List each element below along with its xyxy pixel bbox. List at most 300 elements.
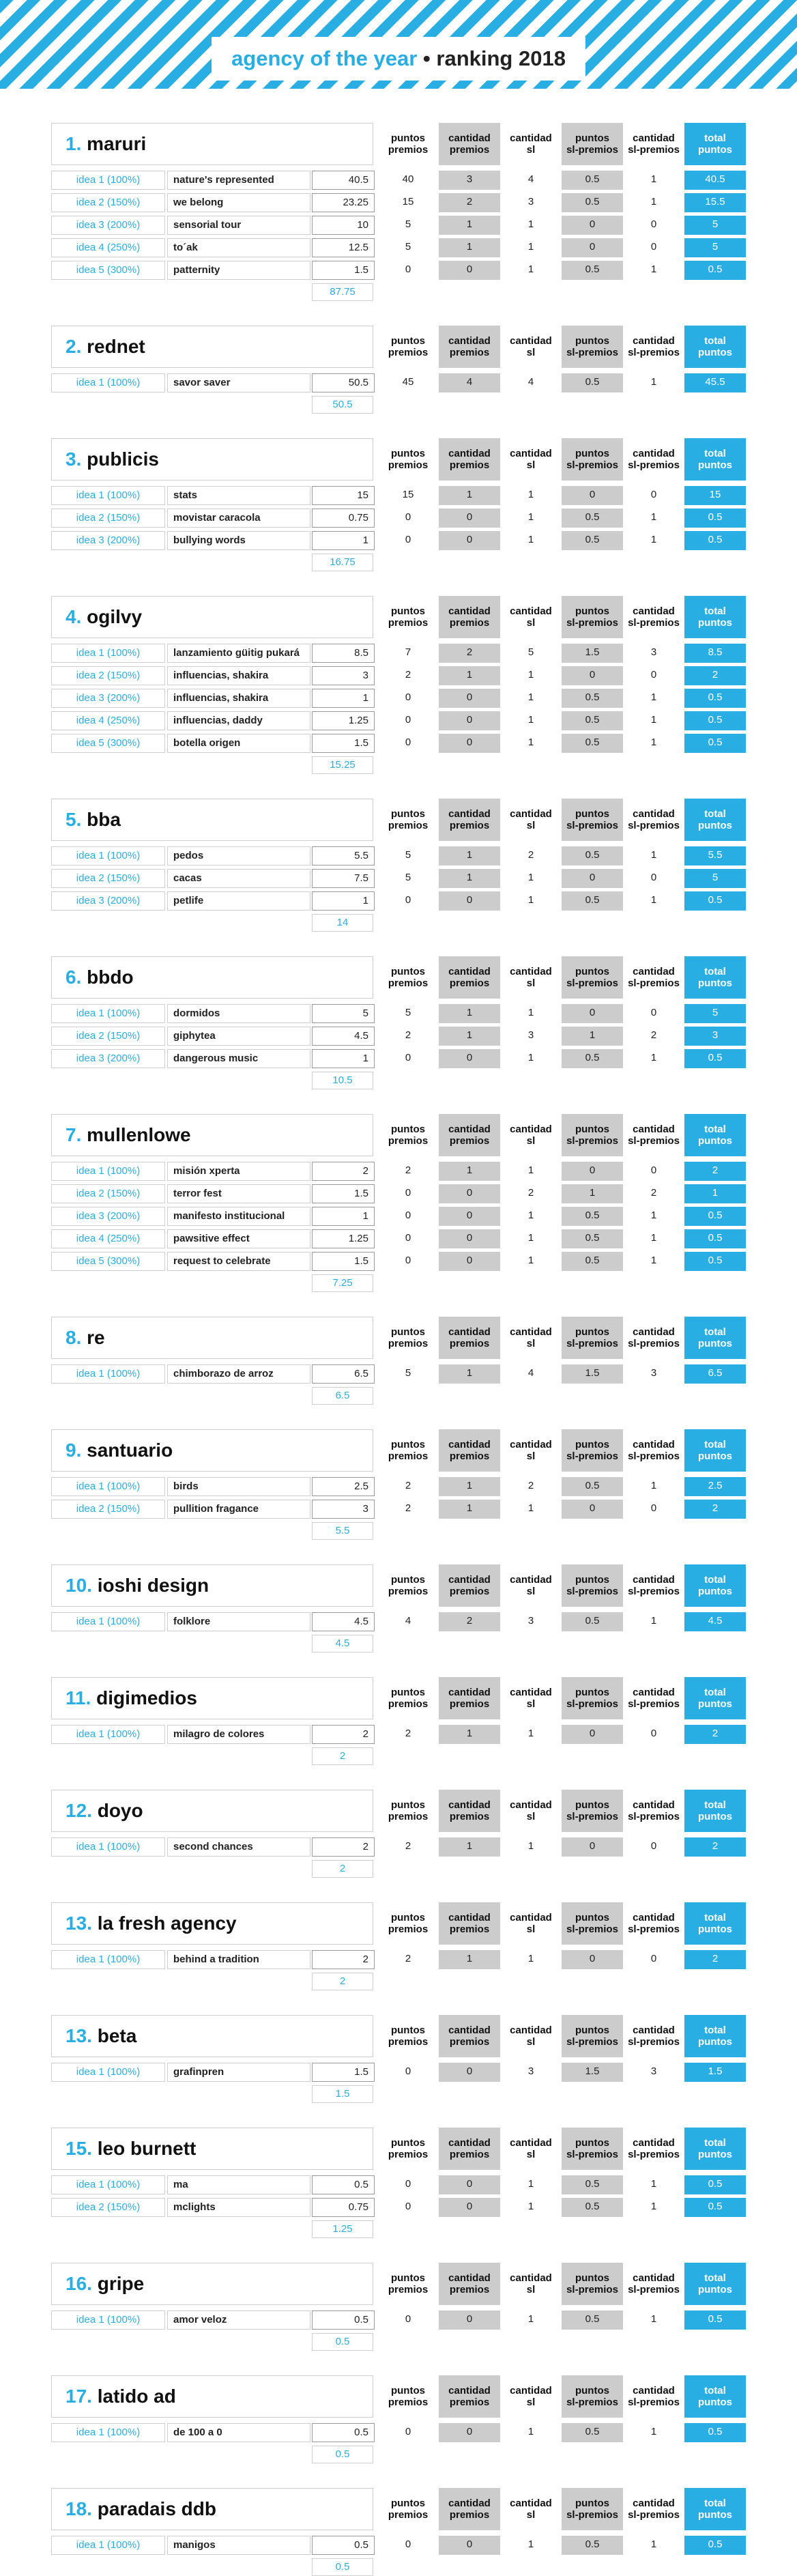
idea-row	[51, 891, 753, 911]
column-header	[562, 1902, 623, 1945]
column-header-line2: premios	[449, 2036, 490, 2048]
column-header-line1: puntos	[390, 2137, 425, 2149]
idea-row	[51, 193, 753, 212]
column-header-line2: puntos	[698, 1586, 732, 1597]
idea-row	[51, 644, 753, 663]
value-cell: 0	[405, 511, 411, 523]
value-cell: 1	[527, 534, 534, 545]
column-header-line1: puntos	[390, 2024, 425, 2036]
column-header	[684, 1677, 746, 1719]
value-cell: 0	[405, 2426, 411, 2437]
column-header-line1: cantidad	[510, 1124, 552, 1135]
agency-total-score: 0.5	[312, 2558, 373, 2576]
value-cell: 1	[650, 196, 657, 207]
value-cell: 0.5	[684, 1252, 746, 1271]
column-header-line2: premios	[449, 459, 490, 471]
column-header-line1: total	[704, 2272, 726, 2284]
value-cell: 0.5	[684, 1229, 746, 1248]
column-header	[684, 956, 746, 999]
agency-name: la fresh agency	[97, 1913, 237, 1934]
column-header-line1: cantidad	[448, 132, 491, 144]
column-header	[500, 326, 562, 368]
weighted-score: 10	[312, 216, 375, 235]
column-header-line2: sl-premios	[628, 1811, 680, 1822]
column-header	[623, 123, 684, 165]
column-header-line1: puntos	[390, 1574, 425, 1586]
column-header	[562, 956, 623, 999]
value-cell: 2	[405, 1728, 411, 1739]
column-header-line2: premios	[388, 1135, 429, 1147]
value-cell: 0.5	[684, 531, 746, 550]
value-cell: 0.5	[562, 1229, 623, 1248]
column-header	[377, 596, 439, 638]
value-cell: 0	[439, 711, 500, 730]
campaign-name: behind a tradition	[167, 1950, 310, 1969]
value-cell: 45.5	[684, 373, 746, 392]
column-header-line1: cantidad	[510, 1912, 552, 1923]
value-cell: 0	[439, 1207, 500, 1226]
column-header-line2: premios	[388, 1450, 429, 1462]
value-cell: 1	[650, 376, 657, 388]
idea-row	[51, 1837, 753, 1857]
column-header	[562, 799, 623, 841]
column-header	[439, 1902, 500, 1945]
column-header	[377, 123, 439, 165]
column-header	[562, 123, 623, 165]
value-cell: 0	[439, 531, 500, 550]
idea-label: idea 1 (100%)	[51, 171, 165, 190]
column-header-line2: premios	[449, 820, 490, 831]
column-header-line2: sl	[526, 1698, 536, 1710]
value-cell: 3	[527, 196, 534, 207]
column-header-line2: sl-premios	[566, 977, 618, 989]
value-cell: 1	[527, 1052, 534, 1063]
value-cell: 0	[562, 486, 623, 505]
column-header	[500, 2375, 562, 2418]
idea-row	[51, 869, 753, 888]
column-header-line1: cantidad	[633, 1574, 675, 1586]
column-header-line2: premios	[388, 459, 429, 471]
column-header-line1: total	[704, 2385, 726, 2396]
idea-label: idea 1 (100%)	[51, 1837, 165, 1857]
value-cell: 0	[439, 1229, 500, 1248]
idea-row	[51, 1004, 753, 1023]
agency-total-score: 6.5	[312, 1387, 373, 1405]
idea-label: idea 5 (300%)	[51, 261, 165, 280]
weighted-score: 1.5	[312, 734, 375, 753]
value-cell: 2	[405, 1953, 411, 1964]
value-cell: 2	[684, 1725, 746, 1744]
value-cell: 1	[439, 1725, 500, 1744]
column-header	[500, 123, 562, 165]
campaign-name: amor veloz	[167, 2310, 310, 2330]
value-cell: 2	[439, 193, 500, 212]
value-cell: 2	[439, 1612, 500, 1631]
column-header	[623, 2488, 684, 2530]
column-header-line2: puntos	[698, 2284, 732, 2295]
value-cell: 0.5	[562, 171, 623, 190]
column-header-line1: puntos	[390, 335, 425, 347]
value-cell: 0	[405, 691, 411, 703]
column-header-line1: cantidad	[510, 1439, 552, 1450]
agency-title	[51, 438, 373, 481]
agency-title	[51, 2128, 373, 2170]
title-highlight: agency of the year	[231, 46, 418, 70]
campaign-name: manigos	[167, 2536, 310, 2555]
idea-label: idea 1 (100%)	[51, 1950, 165, 1969]
agency-total-score: 15.25	[312, 756, 373, 774]
agency-name: beta	[97, 2025, 137, 2046]
value-cell: 3	[684, 1027, 746, 1046]
idea-label: idea 1 (100%)	[51, 1004, 165, 1023]
campaign-name: grafinpren	[167, 2063, 310, 2082]
idea-label: idea 1 (100%)	[51, 846, 165, 865]
column-header-line1: puntos	[575, 2137, 609, 2149]
column-header	[562, 1317, 623, 1359]
agency-title	[51, 799, 373, 841]
column-header-line1: cantidad	[510, 1574, 552, 1586]
agency-total-score: 50.5	[312, 396, 373, 414]
column-header-line1: puntos	[390, 1326, 425, 1338]
column-header-line1: cantidad	[510, 2498, 552, 2509]
column-header-line2: sl-premios	[566, 1923, 618, 1935]
column-header-line2: premios	[388, 1586, 429, 1597]
column-header-line1: cantidad	[510, 2272, 552, 2284]
column-header-line1: total	[704, 2498, 726, 2509]
weighted-score: 15	[312, 486, 375, 505]
value-cell: 2.5	[684, 1477, 746, 1496]
value-cell: 1	[527, 736, 534, 748]
column-header	[500, 1677, 562, 1719]
column-header	[500, 2488, 562, 2530]
column-header-line1: puntos	[575, 1326, 609, 1338]
weighted-score: 2	[312, 1162, 375, 1181]
column-header	[439, 2128, 500, 2170]
value-cell: 0.5	[684, 1049, 746, 1068]
idea-label: idea 1 (100%)	[51, 2536, 165, 2555]
column-header-line2: puntos	[698, 347, 732, 358]
agency-total-score: 2	[312, 1860, 373, 1878]
column-header-line2: sl-premios	[566, 347, 618, 358]
column-header	[439, 326, 500, 368]
value-cell: 1	[439, 1364, 500, 1384]
column-header-line2: puntos	[698, 1450, 732, 1462]
column-header	[439, 799, 500, 841]
value-cell: 3	[439, 171, 500, 190]
weighted-score: 8.5	[312, 644, 375, 663]
column-header	[500, 1429, 562, 1472]
idea-row	[51, 2423, 753, 2442]
agency-rank: 10.	[66, 1575, 92, 1596]
column-header	[377, 2375, 439, 2418]
column-header-line1: cantidad	[510, 132, 552, 144]
value-cell: 1	[650, 1255, 657, 1266]
column-header-line2: sl-premios	[628, 2149, 680, 2160]
column-header-line1: cantidad	[448, 2498, 491, 2509]
value-cell: 1	[650, 2538, 657, 2550]
weighted-score: 40.5	[312, 171, 375, 190]
agency-total-score: 0.5	[312, 2333, 373, 2351]
value-cell: 0.5	[562, 1049, 623, 1068]
weighted-score: 1	[312, 1207, 375, 1226]
column-header-line1: total	[704, 1687, 726, 1698]
value-cell: 5	[405, 241, 411, 253]
value-cell: 1	[439, 1950, 500, 1969]
campaign-name: misión xperta	[167, 1162, 310, 1181]
agency-name: bbdo	[87, 967, 134, 988]
value-cell: 0.5	[562, 2536, 623, 2555]
value-cell: 45	[402, 376, 414, 388]
value-cell: 40.5	[684, 171, 746, 190]
value-cell: 0	[405, 2065, 411, 2077]
agency-name: publicis	[87, 448, 159, 470]
idea-label: idea 4 (250%)	[51, 238, 165, 257]
value-cell: 1	[527, 2538, 534, 2550]
idea-label: idea 5 (300%)	[51, 734, 165, 753]
campaign-name: dangerous music	[167, 1049, 310, 1068]
value-cell: 0.5	[562, 1207, 623, 1226]
column-header-line2: sl	[526, 1338, 536, 1349]
value-cell: 0	[439, 2310, 500, 2330]
idea-label: idea 1 (100%)	[51, 644, 165, 663]
value-cell: 1	[527, 1840, 534, 1852]
column-header-line2: sl-premios	[628, 2284, 680, 2295]
agency-name: ogilvy	[87, 606, 143, 627]
value-cell: 1	[527, 894, 534, 906]
value-cell: 0.5	[684, 261, 746, 280]
column-header-line2: sl-premios	[628, 1698, 680, 1710]
agency-rank: 2.	[66, 336, 82, 357]
column-header-line2: sl-premios	[628, 2036, 680, 2048]
column-header	[439, 1564, 500, 1607]
column-header-line2: puntos	[698, 617, 732, 629]
column-header-line1: puntos	[575, 605, 609, 617]
column-header-line1: puntos	[390, 2498, 425, 2509]
value-cell: 0	[439, 2175, 500, 2194]
value-cell: 1	[527, 1953, 534, 1964]
column-header	[377, 2263, 439, 2305]
column-header-line1: cantidad	[633, 1439, 675, 1450]
column-header-line1: puntos	[575, 335, 609, 347]
column-header	[500, 1564, 562, 1607]
column-header-line1: total	[704, 1124, 726, 1135]
column-header	[623, 799, 684, 841]
column-header-line2: premios	[388, 1698, 429, 1710]
value-cell: 1	[527, 2178, 534, 2190]
idea-row	[51, 1229, 753, 1248]
column-header	[562, 2015, 623, 2057]
idea-row	[51, 1612, 753, 1631]
idea-row	[51, 2310, 753, 2330]
column-header-line1: cantidad	[510, 1799, 552, 1811]
agency-rank: 11.	[66, 1687, 91, 1708]
value-cell: 1	[650, 714, 657, 726]
column-header	[377, 2128, 439, 2170]
agency-rank: 7.	[66, 1124, 82, 1145]
agency-title	[51, 1564, 373, 1607]
idea-row	[51, 1500, 753, 1519]
idea-label: idea 2 (150%)	[51, 666, 165, 685]
idea-row	[51, 509, 753, 528]
value-cell: 40	[402, 173, 414, 185]
value-cell: 0	[405, 2313, 411, 2325]
value-cell: 1	[439, 1027, 500, 1046]
value-cell: 0	[439, 2423, 500, 2442]
campaign-name: second chances	[167, 1837, 310, 1857]
column-header-line1: puntos	[575, 808, 609, 820]
column-header-line2: puntos	[698, 1338, 732, 1349]
column-header-line2: premios	[449, 1586, 490, 1597]
value-cell: 1	[439, 846, 500, 865]
column-header	[623, 1429, 684, 1472]
campaign-name: to´ak	[167, 238, 310, 257]
idea-label: idea 1 (100%)	[51, 2310, 165, 2330]
value-cell: 0	[562, 869, 623, 888]
value-cell: 1	[439, 1837, 500, 1857]
column-header-line2: premios	[388, 1923, 429, 1935]
column-header	[377, 2488, 439, 2530]
value-cell: 0	[439, 261, 500, 280]
idea-label: idea 2 (150%)	[51, 1184, 165, 1203]
column-header-line1: puntos	[390, 448, 425, 459]
column-header	[377, 799, 439, 841]
column-header-line2: sl-premios	[628, 144, 680, 156]
value-cell: 1	[527, 2201, 534, 2212]
value-cell: 1	[527, 218, 534, 230]
column-header	[439, 1677, 500, 1719]
agency-total-score: 7.25	[312, 1274, 373, 1292]
value-cell: 5	[684, 216, 746, 235]
value-cell: 0	[650, 1953, 657, 1964]
column-header	[439, 2375, 500, 2418]
agency-rank: 13.	[66, 1913, 92, 1934]
column-header-line2: sl-premios	[566, 1135, 618, 1147]
column-header	[500, 1902, 562, 1945]
campaign-name: sensorial tour	[167, 216, 310, 235]
value-cell: 1	[439, 238, 500, 257]
value-cell: 5	[684, 238, 746, 257]
column-header-line2: sl-premios	[628, 2396, 680, 2408]
idea-row	[51, 1049, 753, 1068]
idea-label: idea 2 (150%)	[51, 1500, 165, 1519]
column-header-line1: cantidad	[633, 2024, 675, 2036]
value-cell: 8.5	[684, 644, 746, 663]
idea-label: idea 3 (200%)	[51, 216, 165, 235]
value-cell: 1	[650, 1232, 657, 1244]
column-header-line1: puntos	[575, 448, 609, 459]
weighted-score: 4.5	[312, 1027, 375, 1046]
value-cell: 4	[405, 1615, 411, 1627]
weighted-score: 0.5	[312, 2423, 375, 2442]
value-cell: 0	[439, 1049, 500, 1068]
column-header-line2: premios	[388, 2036, 429, 2048]
column-header-line2: premios	[449, 1135, 490, 1147]
column-header-line2: premios	[388, 144, 429, 156]
value-cell: 0	[405, 1052, 411, 1063]
column-header-line1: total	[704, 1574, 726, 1586]
campaign-name: pedos	[167, 846, 310, 865]
value-cell: 1	[439, 486, 500, 505]
value-cell: 0	[562, 666, 623, 685]
column-header-line2: sl	[526, 1586, 536, 1597]
agency-rank: 16.	[66, 2273, 92, 2294]
campaign-name: we belong	[167, 193, 310, 212]
value-cell: 1	[650, 1052, 657, 1063]
value-cell: 0	[562, 1837, 623, 1857]
column-header	[500, 1114, 562, 1156]
value-cell: 0	[405, 714, 411, 726]
value-cell: 2	[405, 1480, 411, 1491]
value-cell: 1	[439, 216, 500, 235]
value-cell: 0.5	[562, 2310, 623, 2330]
value-cell: 2	[527, 1480, 534, 1491]
weighted-score: 1	[312, 689, 375, 708]
column-header-line1: puntos	[575, 966, 609, 977]
column-header	[684, 2128, 746, 2170]
agency-rank: 3.	[66, 448, 82, 470]
column-header	[684, 1429, 746, 1472]
column-header-line2: puntos	[698, 2509, 732, 2521]
value-cell: 1	[527, 241, 534, 253]
column-header-line2: sl	[526, 144, 536, 156]
column-header-line2: premios	[388, 347, 429, 358]
column-header-line1: total	[704, 1799, 726, 1811]
idea-label: idea 1 (100%)	[51, 486, 165, 505]
column-header-line2: puntos	[698, 1923, 732, 1935]
column-header-line2: sl-premios	[628, 459, 680, 471]
value-cell: 1	[527, 1007, 534, 1018]
agency-title	[51, 123, 373, 165]
value-cell: 1	[650, 1210, 657, 1221]
agency-rank: 8.	[66, 1327, 82, 1348]
column-header-line1: cantidad	[633, 2137, 675, 2149]
value-cell: 2	[439, 644, 500, 663]
value-cell: 0	[405, 2201, 411, 2212]
agency-name: latido ad	[97, 2386, 176, 2407]
column-header	[500, 438, 562, 481]
value-cell: 1.5	[562, 2063, 623, 2082]
column-header-line2: sl-premios	[628, 1338, 680, 1349]
column-header	[623, 2015, 684, 2057]
value-cell: 6.5	[684, 1364, 746, 1384]
idea-row	[51, 689, 753, 708]
value-cell: 1	[527, 2426, 534, 2437]
column-header	[623, 956, 684, 999]
value-cell: 2	[684, 1500, 746, 1519]
value-cell: 2	[405, 1840, 411, 1852]
column-header-line2: sl	[526, 459, 536, 471]
value-cell: 0.5	[562, 891, 623, 911]
value-cell: 0.5	[562, 1612, 623, 1631]
column-header-line1: puntos	[575, 2498, 609, 2509]
value-cell: 15	[402, 196, 414, 207]
weighted-score: 0.5	[312, 2175, 375, 2194]
column-header-line2: sl-premios	[566, 2509, 618, 2521]
column-header-line2: puntos	[698, 2149, 732, 2160]
column-header-line1: total	[704, 1439, 726, 1450]
column-header	[623, 2375, 684, 2418]
value-cell: 0.5	[684, 2536, 746, 2555]
agency-rank: 15.	[66, 2138, 92, 2159]
campaign-name: giphytea	[167, 1027, 310, 1046]
column-header-line1: cantidad	[633, 808, 675, 820]
column-header-line2: sl	[526, 1923, 536, 1935]
column-header	[439, 1790, 500, 1832]
column-header-line1: cantidad	[448, 1687, 491, 1698]
column-header-line2: sl-premios	[566, 1586, 618, 1597]
idea-label: idea 3 (200%)	[51, 531, 165, 550]
idea-label: idea 4 (250%)	[51, 711, 165, 730]
